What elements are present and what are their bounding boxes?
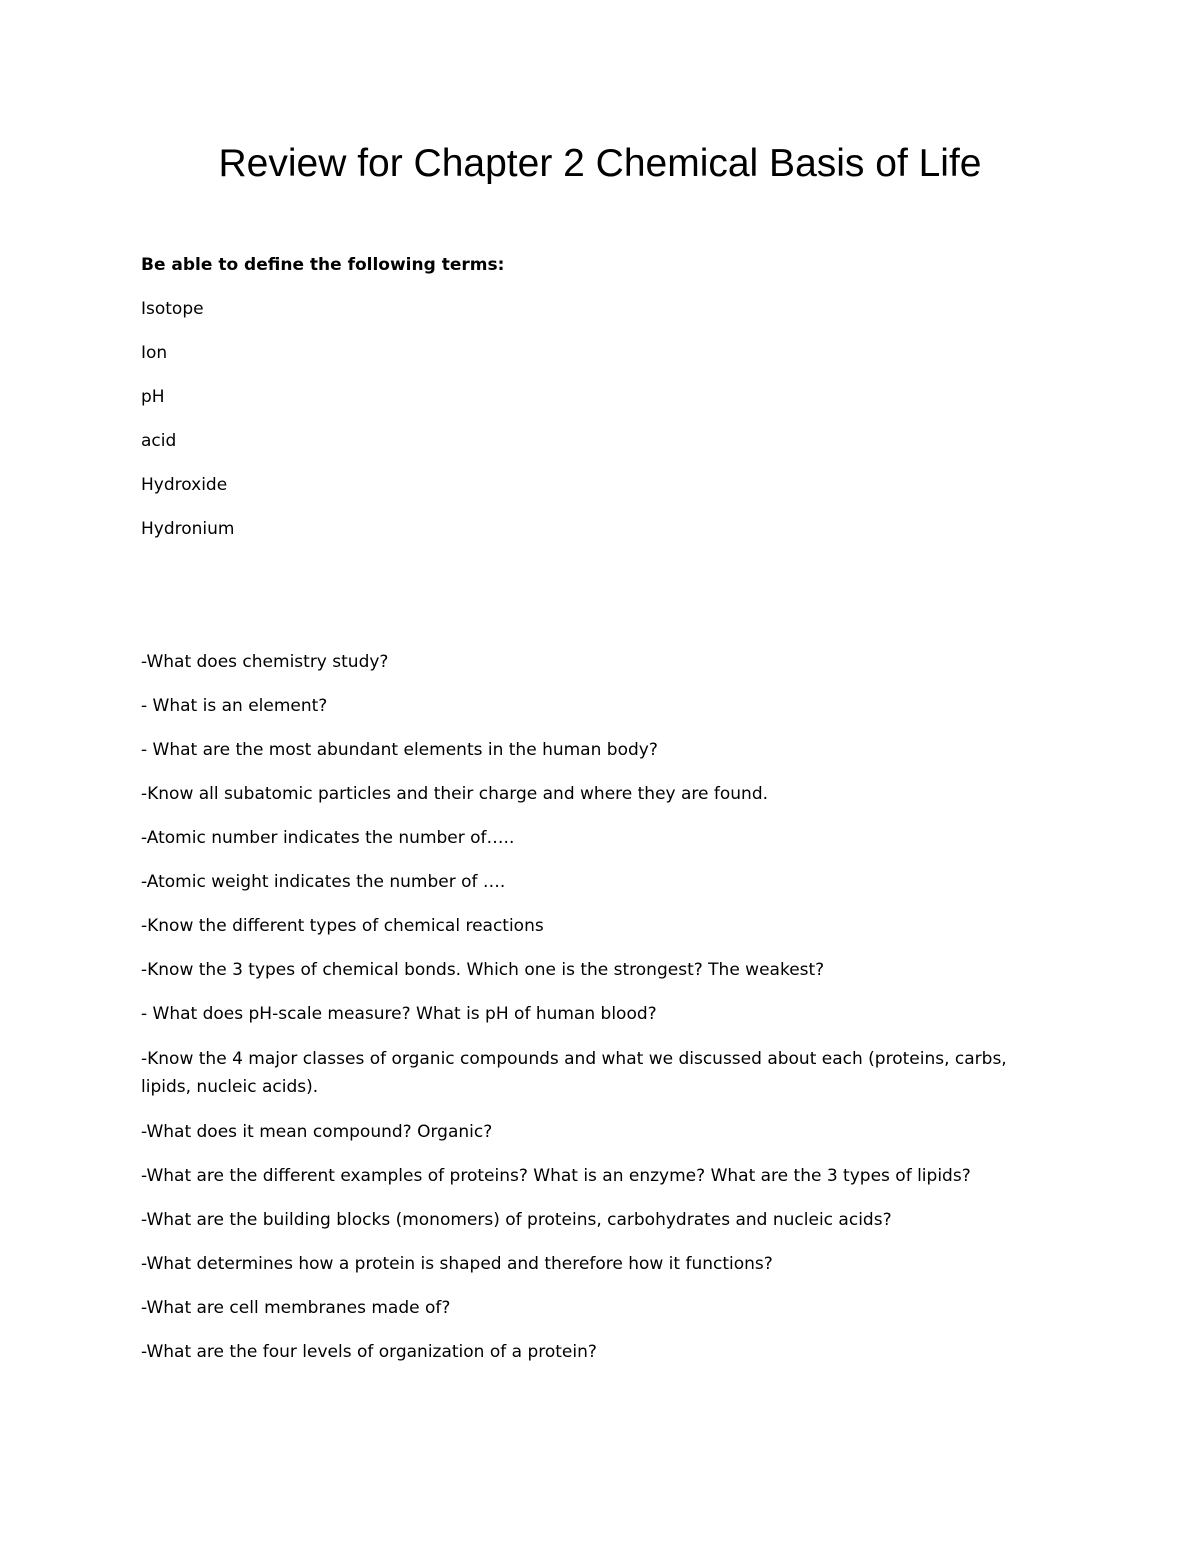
- question-item: -Atomic weight indicates the number of ….: [141, 872, 506, 892]
- question-item: -What are the different examples of proteins? What is an enzyme? What are the 3 types of lipids?: [141, 1166, 971, 1186]
- term-item: pH: [141, 387, 165, 407]
- question-item: -What does chemistry study?: [141, 652, 389, 672]
- question-item: -Atomic number indicates the number of…..: [141, 828, 515, 848]
- document-title: Review for Chapter 2 Chemical Basis of Life: [218, 142, 982, 185]
- review-questions-list: [141, 649, 1041, 1383]
- question-item: - What are the most abundant elements in the human body?: [141, 740, 658, 760]
- question-item: - What does pH-scale measure? What is pH of human blood?: [141, 1004, 657, 1024]
- question-item: -What determines how a protein is shaped and therefore how it functions?: [141, 1254, 773, 1274]
- question-item: -What are the four levels of organization of a protein?: [141, 1342, 597, 1362]
- question-item: - What is an element?: [141, 696, 328, 716]
- question-item: -What does it mean compound? Organic?: [141, 1122, 493, 1142]
- question-item: -Know the 4 major classes of organic compounds and what we discussed about each (proteins, carbs, lipids, nucleic acids).: [141, 1049, 1007, 1097]
- terms-list: [141, 296, 234, 560]
- question-item: -What are cell membranes made of?: [141, 1298, 451, 1318]
- term-item: Ion: [141, 343, 168, 363]
- term-item: Isotope: [141, 299, 204, 319]
- term-item: Hydronium: [141, 519, 235, 539]
- term-item: Hydroxide: [141, 475, 228, 495]
- question-item: -Know the 3 types of chemical bonds. Which one is the strongest? The weakest?: [141, 960, 825, 980]
- question-item: -Know the different types of chemical reactions: [141, 916, 544, 936]
- term-item: acid: [141, 431, 177, 451]
- terms-heading: Be able to define the following terms:: [141, 255, 505, 275]
- question-item: -Know all subatomic particles and their charge and where they are found.: [141, 784, 769, 804]
- question-item: -What are the building blocks (monomers) of proteins, carbohydrates and nucleic acids?: [141, 1210, 892, 1230]
